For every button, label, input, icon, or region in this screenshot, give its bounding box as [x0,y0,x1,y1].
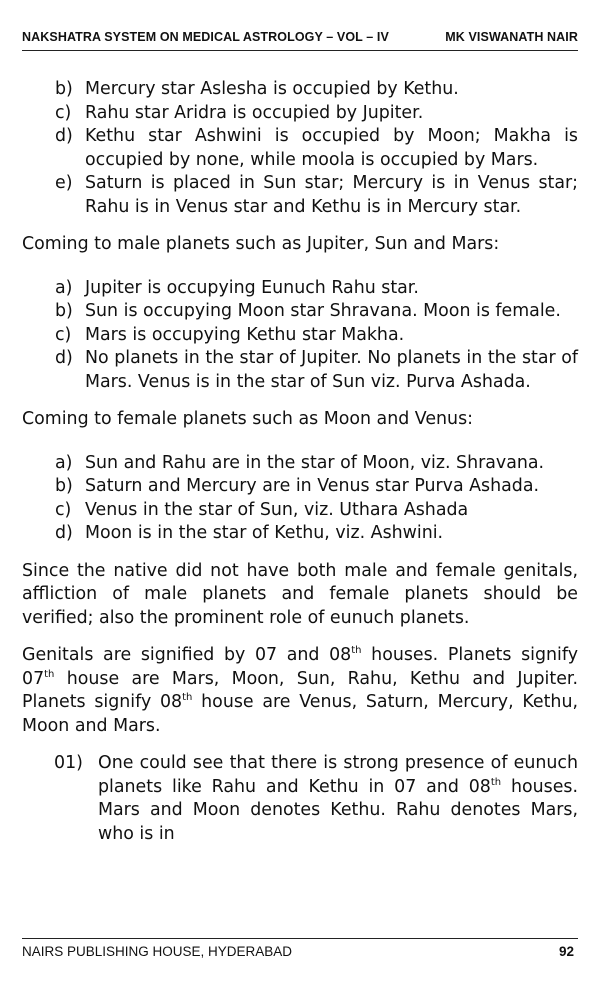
footer-divider [22,938,578,939]
list-marker: b) [55,79,73,99]
text-span: Genitals are signified by 07 and 08 [22,645,352,665]
list-item [22,499,578,523]
list-marker: c) [55,102,72,123]
header-divider [22,50,578,51]
superscript: th [490,776,502,788]
list-text: Saturn and Mercury are in Venus star Purva Ashada. [85,476,540,496]
superscript: th [351,645,362,656]
publisher-name: NAIRS PUBLISHING HOUSE, HYDERABAD [22,944,293,959]
list-marker: b) [55,476,73,496]
list-marker: a) [55,277,73,298]
list-item [22,102,578,126]
list-item [22,324,578,348]
page-body [22,78,578,846]
list-item [22,522,578,546]
list-text: Mars is occupying Kethu star Makha. [85,324,405,345]
running-footer [22,944,578,959]
list-text: Sun and Rahu are in the star of Moon, viz. Shravana. [85,452,545,473]
text-span: houses. Mars and Moon denotes Kethu. Rahu denotes Mars, who is in [98,776,578,844]
list-item [22,277,578,301]
male-planets-intro: Coming to male planets such as Jupiter, Sun and Mars: [22,234,500,254]
text-span: house are Venus, Saturn, Mercury, Kethu, Moon and Mars. [22,692,578,736]
list-marker: a) [55,452,73,473]
text-span: houses. Planets signify 07 [22,645,578,689]
list-marker: c) [55,324,72,345]
female-planets-intro: Coming to female planets such as Moon and Venus: [22,409,473,429]
list-item [22,172,578,219]
list-item [22,125,578,172]
list-marker: d) [55,523,73,543]
list-text: Sun is occupying Moon star Shravana. Moon is female. [85,301,561,321]
list-stars-occupied [22,78,578,219]
list-marker: 01) [54,753,83,773]
superscript: th [182,692,193,703]
paragraph-native: Since the native did not have both male and female genitals, affliction of male planets and female planets should be verified; also the prominent role of eunuch planets. [22,560,578,628]
list-female-planets [22,452,578,546]
list-text: Venus in the star of Sun, viz. Uthara Ashada [85,499,469,520]
list-text: Kethu star Ashwini is occupied by Moon; Makha is occupied by none, while moola is occupied by Mars. [85,126,578,170]
list-item [22,475,578,499]
list-text: Rahu star Aridra is occupied by Jupiter. [85,102,424,123]
list-text: Jupiter is occupying Eunuch Rahu star. [85,277,419,298]
numbered-points [22,752,578,846]
text-span: house are Mars, Moon, Sun, Rahu, Kethu and Jupiter. Planets signify 08 [22,668,578,712]
list-male-planets [22,277,578,395]
list-marker: b) [55,301,73,321]
text-span: One could see that there is strong presence of eunuch planets like Rahu and Kethu in 07 and 08 [98,753,578,797]
list-item [22,78,578,102]
page-number: 92 [558,944,574,959]
list-text: Saturn is placed in Sun star; Mercury is in Venus star; Rahu is in Venus star and Kethu is in Mercury star. [85,173,578,217]
running-header [22,30,578,44]
list-text: Mercury star Aslesha is occupied by Kethu. [85,79,459,99]
list-item [22,300,578,324]
list-marker: c) [55,499,72,520]
list-marker: e) [55,173,73,193]
list-marker: d) [55,126,73,146]
author-name: MK VISWANATH NAIR [445,30,578,44]
list-item [22,452,578,476]
list-item [22,347,578,394]
book-title: NAKSHATRA SYSTEM ON MEDICAL ASTROLOGY – VOL – IV [22,30,389,44]
list-marker: d) [55,348,73,368]
paragraph-genitals [22,644,578,738]
list-item [22,752,578,846]
list-text: Moon is in the star of Kethu, viz. Ashwini. [85,523,444,543]
superscript: th [44,668,55,680]
list-text: No planets in the star of Jupiter. No planets in the star of Mars. Venus is in the star of Sun viz. Purva Ashada. [85,348,578,392]
